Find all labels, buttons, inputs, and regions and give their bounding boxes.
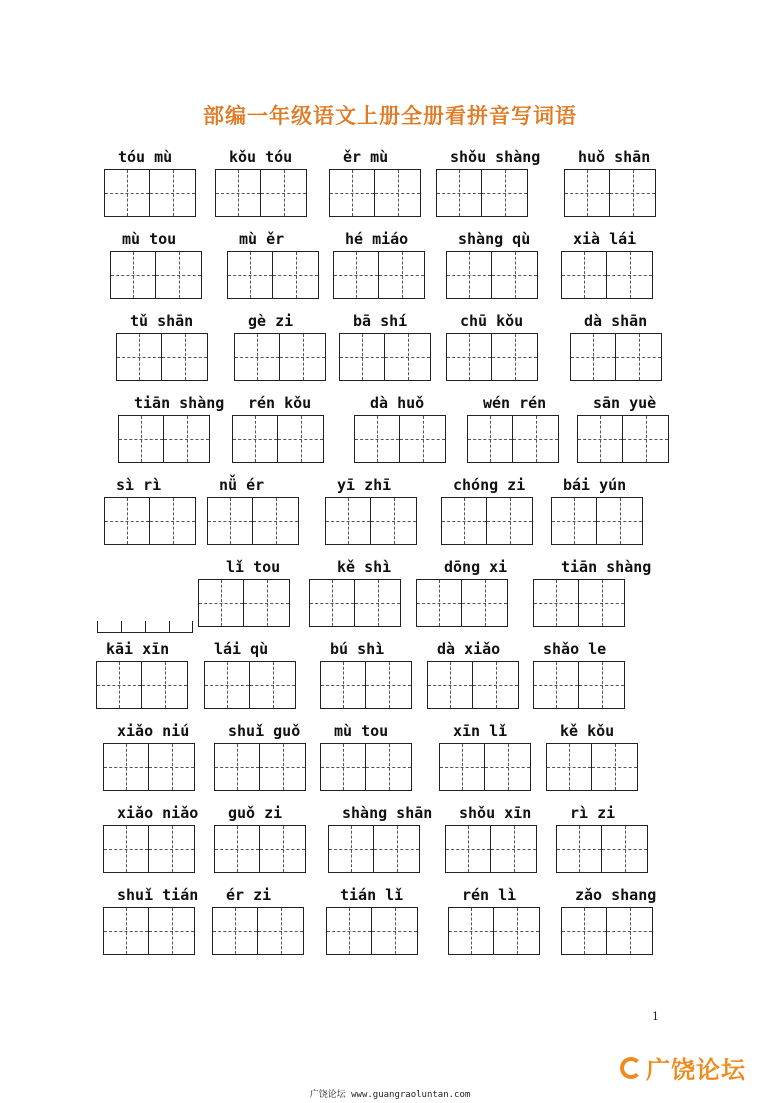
character-boxes[interactable] [118,415,210,463]
footer-text: 广饶论坛 www.guangraoluntan.com [309,1090,471,1100]
pinyin-label: dà xiǎo [437,640,501,658]
character-cell[interactable] [96,661,142,709]
character-cell[interactable] [400,415,446,463]
character-cell[interactable] [103,743,149,791]
character-boxes[interactable] [103,825,195,873]
character-boxes[interactable] [556,825,648,873]
character-cell[interactable] [150,497,196,545]
pinyin-label: kě shì [337,558,392,576]
character-cell[interactable] [482,169,528,217]
character-cell[interactable] [278,415,324,463]
word-row [0,640,780,722]
character-cell[interactable] [253,497,299,545]
character-cell[interactable] [116,333,162,381]
pinyin-label: lái qù [214,640,269,658]
character-cell[interactable] [436,169,482,217]
pinyin-label: shuǐ tián [117,886,199,904]
character-cell[interactable] [110,251,156,299]
character-cell[interactable] [366,661,412,709]
word-row [0,722,780,804]
character-cell[interactable] [374,825,420,873]
character-cell[interactable] [232,415,278,463]
writing-grid [0,148,780,968]
character-boxes[interactable] [103,743,195,791]
character-cell[interactable] [215,169,261,217]
character-cell[interactable] [280,333,326,381]
character-cell[interactable] [273,251,319,299]
character-cell[interactable] [261,169,307,217]
character-cell[interactable] [329,169,375,217]
character-boxes[interactable] [227,251,319,299]
character-cell[interactable] [375,169,421,217]
word-row [0,476,780,558]
character-cell[interactable] [446,251,492,299]
word-row [0,804,780,886]
pinyin-label: lǐ tou [226,558,281,576]
character-cell[interactable] [214,743,260,791]
character-cell[interactable] [260,743,306,791]
character-cell[interactable] [204,661,250,709]
pinyin-label: chóng zi [453,476,526,494]
pinyin-label: rì zi [570,804,616,822]
pinyin-label: ěr mù [343,148,389,166]
character-cell[interactable] [325,497,371,545]
character-boxes[interactable] [446,251,538,299]
character-cell[interactable] [564,169,610,217]
pinyin-label: mù tou [334,722,389,740]
pinyin-label: sì rì [116,476,162,494]
character-boxes[interactable] [561,907,653,955]
character-boxes[interactable] [551,497,643,545]
pinyin-label: kǒu tóu [229,148,293,166]
character-cell[interactable] [570,333,616,381]
pinyin-label: mù ěr [239,230,285,248]
character-boxes[interactable] [354,415,446,463]
character-cell[interactable] [372,907,418,955]
character-boxes[interactable] [561,251,653,299]
character-cell[interactable] [494,907,540,955]
character-boxes[interactable] [320,661,412,709]
pinyin-label: xiǎo niú [117,722,190,740]
character-cell[interactable] [328,825,374,873]
pinyin-label: sān yuè [593,394,657,412]
character-cell[interactable] [607,251,653,299]
character-boxes[interactable] [329,169,421,217]
pinyin-label: kāi xīn [106,640,170,658]
character-boxes[interactable] [103,907,195,955]
character-cell[interactable] [156,251,202,299]
word-row [0,394,780,476]
character-cell[interactable] [546,743,592,791]
word-row [0,886,780,968]
pinyin-label: kě kǒu [560,722,615,740]
character-cell[interactable] [103,825,149,873]
character-boxes[interactable] [328,825,420,873]
pinyin-label: tǔ shān [130,312,194,330]
character-cell[interactable] [513,415,559,463]
character-cell[interactable] [592,743,638,791]
character-boxes[interactable] [116,333,208,381]
character-cell[interactable] [579,579,625,627]
pinyin-label: shǒu xīn [459,804,532,822]
character-cell[interactable] [250,661,296,709]
character-cell[interactable] [244,579,290,627]
character-boxes[interactable] [439,743,531,791]
character-cell[interactable] [149,907,195,955]
character-cell[interactable] [556,825,602,873]
character-cell[interactable] [533,661,579,709]
character-boxes[interactable] [232,415,324,463]
character-cell[interactable] [118,415,164,463]
pinyin-label: mù tou [122,230,177,248]
character-boxes[interactable] [326,907,418,955]
character-cell[interactable] [607,907,653,955]
character-boxes[interactable] [577,415,669,463]
character-boxes[interactable] [427,661,519,709]
pinyin-label: zǎo shang [575,886,657,904]
character-cell[interactable] [260,825,306,873]
pinyin-label: tóu mù [118,148,173,166]
site-logo [620,1050,746,1085]
character-cell[interactable] [214,825,260,873]
logo-icon [620,1057,642,1079]
character-boxes[interactable] [309,579,401,627]
character-cell[interactable] [326,907,372,955]
character-boxes[interactable] [448,907,540,955]
character-cell[interactable] [616,333,662,381]
pinyin-label: guǒ zi [228,804,283,822]
pinyin-label: bái yún [563,476,627,494]
character-cell[interactable] [487,497,533,545]
character-cell[interactable] [439,743,485,791]
character-cell[interactable] [610,169,656,217]
pinyin-label: gè zi [248,312,294,330]
character-boxes[interactable] [198,579,290,627]
character-boxes[interactable] [104,497,196,545]
character-cell[interactable] [150,169,196,217]
character-cell[interactable] [427,661,473,709]
character-cell[interactable] [579,661,625,709]
character-cell[interactable] [462,579,508,627]
character-boxes[interactable] [533,661,625,709]
character-boxes[interactable] [564,169,656,217]
character-cell[interactable] [623,415,669,463]
pinyin-label: shǎo le [543,640,607,658]
character-cell[interactable] [561,907,607,955]
character-cell[interactable] [309,579,355,627]
character-cell[interactable] [366,743,412,791]
character-cell[interactable] [445,825,491,873]
pinyin-label: shǒu shàng [450,148,541,166]
character-cell[interactable] [258,907,304,955]
character-cell[interactable] [104,497,150,545]
character-boxes[interactable] [215,169,307,217]
character-cell[interactable] [385,333,431,381]
pinyin-label: chū kǒu [460,312,524,330]
character-boxes[interactable] [333,251,425,299]
character-cell[interactable] [467,415,513,463]
character-boxes[interactable] [96,661,188,709]
pinyin-label: xīn lǐ [453,722,508,740]
character-cell[interactable] [597,497,643,545]
character-cell[interactable] [441,497,487,545]
character-boxes[interactable] [214,825,306,873]
pinyin-label: tián lǐ [340,886,404,904]
pinyin-label: shàng shān [342,804,433,822]
character-boxes[interactable] [467,415,559,463]
word-row [0,312,780,394]
pinyin-label: tiān shàng [561,558,652,576]
character-cell[interactable] [234,333,280,381]
pinyin-label: dōng xi [444,558,508,576]
pinyin-label: bú shì [330,640,385,658]
character-cell[interactable] [371,497,417,545]
pinyin-label: nǚ ér [219,476,265,494]
pinyin-label: rén lì [462,886,517,904]
character-boxes[interactable] [446,333,538,381]
character-cell[interactable] [485,743,531,791]
character-cell[interactable] [104,169,150,217]
character-boxes[interactable] [204,661,296,709]
page-number: 1 [652,1010,659,1023]
character-cell[interactable] [577,415,623,463]
character-cell[interactable] [379,251,425,299]
character-boxes[interactable] [441,497,533,545]
word-row [0,148,780,230]
character-cell[interactable] [149,743,195,791]
character-boxes[interactable] [234,333,326,381]
pinyin-label: rén kǒu [248,394,312,412]
character-boxes[interactable] [214,743,306,791]
character-cell[interactable] [491,825,537,873]
character-cell[interactable] [103,907,149,955]
pinyin-label: dà huǒ [370,394,425,412]
pinyin-label: xiǎo niǎo [117,804,199,822]
character-cell[interactable] [533,579,579,627]
pinyin-label: yī zhī [337,476,392,494]
character-boxes[interactable] [104,169,196,217]
character-cell[interactable] [448,907,494,955]
character-cell[interactable] [561,251,607,299]
character-boxes[interactable] [212,907,304,955]
partial-box-stub [97,617,193,633]
character-cell[interactable] [333,251,379,299]
page-title: 部编一年级语文上册全册看拼音写词语 [203,104,577,128]
character-boxes[interactable] [325,497,417,545]
character-cell[interactable] [227,251,273,299]
pinyin-label: shàng qù [458,230,531,248]
pinyin-label: dà shān [584,312,648,330]
character-boxes[interactable] [533,579,625,627]
character-cell[interactable] [473,661,519,709]
character-cell[interactable] [142,661,188,709]
character-cell[interactable] [492,251,538,299]
character-cell[interactable] [492,333,538,381]
character-boxes[interactable] [546,743,638,791]
character-cell[interactable] [355,579,401,627]
character-boxes[interactable] [320,743,412,791]
character-cell[interactable] [162,333,208,381]
character-cell[interactable] [602,825,648,873]
character-cell[interactable] [149,825,195,873]
pinyin-label: shuǐ guǒ [228,722,301,740]
character-cell[interactable] [320,743,366,791]
character-boxes[interactable] [339,333,431,381]
character-boxes[interactable] [436,169,528,217]
logo-text: 广饶论坛 [646,1056,746,1084]
character-boxes[interactable] [207,497,299,545]
character-cell[interactable] [207,497,253,545]
pinyin-label: xià lái [573,230,637,248]
character-cell[interactable] [198,579,244,627]
character-boxes[interactable] [110,251,202,299]
pinyin-label: ér zi [226,886,272,904]
character-cell[interactable] [416,579,462,627]
character-cell[interactable] [212,907,258,955]
pinyin-label: wén rén [483,394,547,412]
character-boxes[interactable] [570,333,662,381]
character-cell[interactable] [164,415,210,463]
character-boxes[interactable] [416,579,508,627]
pinyin-label: huǒ shān [578,148,651,166]
character-cell[interactable] [320,661,366,709]
pinyin-label: bā shí [353,312,408,330]
character-cell[interactable] [354,415,400,463]
pinyin-label: tiān shàng [134,394,225,412]
character-cell[interactable] [446,333,492,381]
character-cell[interactable] [551,497,597,545]
word-row [0,230,780,312]
pinyin-label: hé miáo [345,230,409,248]
character-cell[interactable] [339,333,385,381]
character-boxes[interactable] [445,825,537,873]
